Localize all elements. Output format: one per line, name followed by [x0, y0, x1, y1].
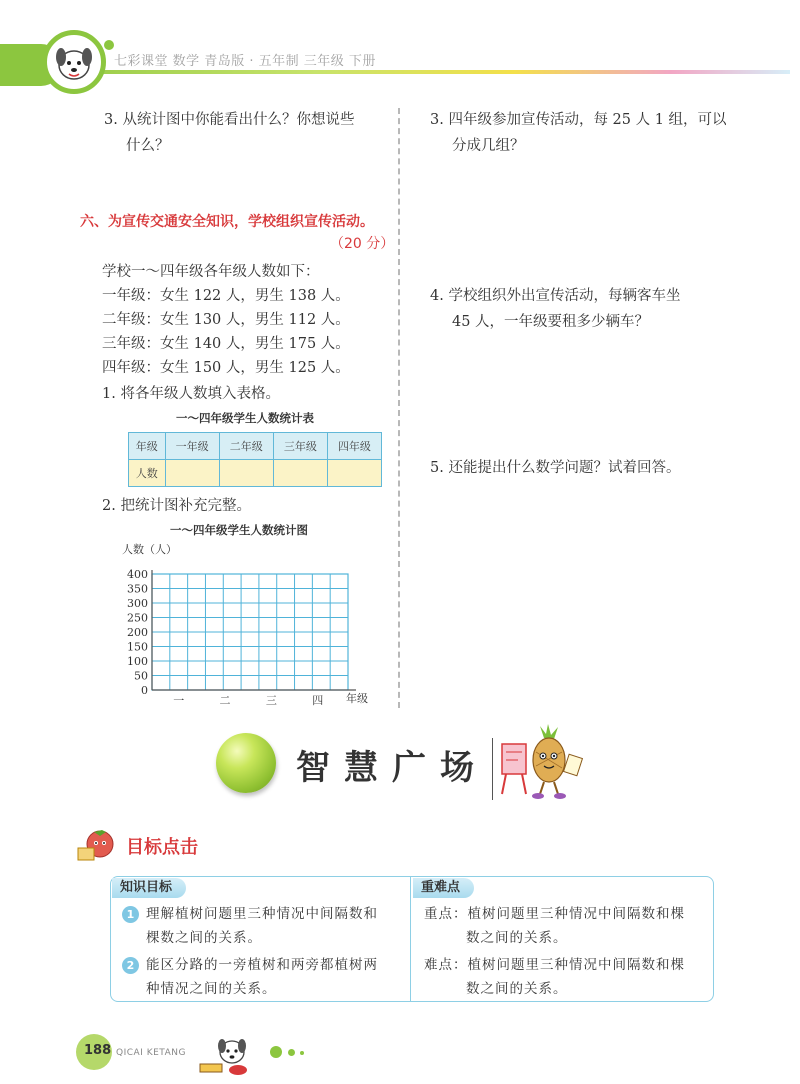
difficulty-line2: 数之间的关系。	[466, 981, 568, 997]
chart-ytick-label: 350	[127, 582, 148, 596]
item-number-badge: 1	[122, 906, 139, 923]
grade-line-1: 一年级：女生 122 人，男生 138 人。	[102, 288, 350, 304]
footer-brand: QICAI KETANG	[116, 1048, 186, 1058]
table-header-cell: 三年级	[273, 433, 327, 460]
table-blank-cell[interactable]	[219, 460, 273, 487]
section6-score: （20 分）	[330, 236, 395, 252]
section6-title: 六、为宣传交通安全知识，学校组织宣传活动。	[80, 214, 374, 230]
knowledge-tag: 知识目标	[112, 878, 186, 898]
chart-title: 一～四年级学生人数统计图	[170, 523, 308, 537]
key-tag: 重难点	[413, 878, 474, 898]
objective-2-line2: 种情况之间的关系。	[146, 981, 277, 997]
header-dot	[104, 40, 114, 50]
bar-chart	[100, 540, 390, 710]
footer-dog-icon	[198, 1030, 258, 1078]
chart-xtick-label: 一	[173, 694, 185, 707]
targets-title: 目标点击	[126, 837, 198, 858]
grade-line-3: 三年级：女生 140 人，男生 175 人。	[102, 336, 350, 352]
header-stripe	[0, 70, 790, 74]
task2: 2. 把统计图补充完整。	[102, 498, 251, 514]
tomato-mascot-icon	[76, 826, 120, 862]
chart-xtick-label: 四	[312, 694, 324, 707]
chart-ytick-label: 0	[141, 684, 148, 697]
chart-ytick-label: 400	[127, 568, 148, 581]
chart-ytick-label: 200	[127, 626, 148, 639]
table-title: 一～四年级学生人数统计表	[176, 411, 314, 425]
chart-xticks	[173, 694, 323, 707]
chart-ytick-label: 100	[127, 655, 148, 668]
key-point-line2: 数之间的关系。	[466, 930, 568, 946]
key-point-line1: 重点：植树问题里三种情况中间隔数和棵	[424, 906, 685, 922]
banner-divider	[492, 738, 493, 800]
right-q4-line1: 4. 学校组织外出宣传活动，每辆客车坐	[430, 288, 681, 304]
left-q3-line2: 什么？	[126, 138, 170, 154]
table-header-row	[129, 433, 382, 460]
footer-dot	[288, 1049, 295, 1056]
chart-xlabel: 年级	[346, 692, 368, 705]
footer-dot	[270, 1046, 282, 1058]
chart-xtick-label: 三	[265, 694, 277, 707]
objective-2-line1: 能区分路的一旁植树和两旁都植树两	[146, 957, 378, 973]
green-ball-icon	[216, 733, 276, 793]
chart-xtick-label: 二	[219, 694, 231, 707]
chart-ytick-label: 50	[134, 669, 148, 683]
right-q3-line2: 分成几组？	[452, 138, 525, 154]
right-q3-line1: 3. 四年级参加宣传活动，每 25 人 1 组，可以	[430, 112, 727, 128]
chart-yticks	[127, 568, 148, 697]
table-blank-cell[interactable]	[327, 460, 381, 487]
item-number-badge: 2	[122, 957, 139, 974]
table-blank-cell[interactable]	[165, 460, 219, 487]
mascot-badge	[42, 30, 106, 94]
chart-grid	[152, 570, 356, 690]
dog-mascot-icon	[47, 35, 101, 89]
chart-ytick-label: 300	[127, 597, 148, 610]
page-number: 188	[84, 1043, 112, 1058]
chart-ytick-label: 250	[127, 611, 148, 625]
table-row	[129, 460, 382, 487]
stat-table	[128, 432, 382, 487]
table-row-label: 人数	[129, 460, 166, 487]
difficulty-line1: 难点：植树问题里三种情况中间隔数和棵	[424, 957, 685, 973]
objective-1-line1: 理解植树问题里三种情况中间隔数和	[146, 906, 378, 922]
left-q3-line1: 3. 从统计图中你能看出什么？你想说些	[104, 112, 355, 128]
banner-title: 智慧广场	[296, 748, 488, 788]
table-blank-cell[interactable]	[273, 460, 327, 487]
chart-ylabel: 人数（人）	[122, 543, 177, 556]
grade-line-4: 四年级：女生 150 人，男生 125 人。	[102, 360, 350, 376]
right-q4-line2: 45 人，一年级要租多少辆车？	[452, 314, 650, 330]
table-header-cell: 年级	[129, 433, 166, 460]
objectives-divider	[410, 876, 411, 1002]
table-header-cell: 四年级	[327, 433, 381, 460]
column-divider	[398, 108, 400, 708]
objective-1-line2: 棵数之间的关系。	[146, 930, 262, 946]
footer-dot	[300, 1051, 304, 1055]
grades-intro: 学校一～四年级各年级人数如下：	[102, 264, 320, 280]
chart-ytick-label: 150	[127, 640, 148, 654]
table-header-cell: 二年级	[219, 433, 273, 460]
right-q5: 5. 还能提出什么数学问题？试着回答。	[430, 460, 681, 476]
header-title: 七彩课堂 数学 青岛版 · 五年制 三年级 下册	[114, 54, 376, 69]
grade-line-2: 二年级：女生 130 人，男生 112 人。	[102, 312, 350, 328]
table-header-cell: 一年级	[165, 433, 219, 460]
pineapple-mascot-icon	[498, 722, 588, 802]
task1: 1. 将各年级人数填入表格。	[102, 386, 280, 402]
